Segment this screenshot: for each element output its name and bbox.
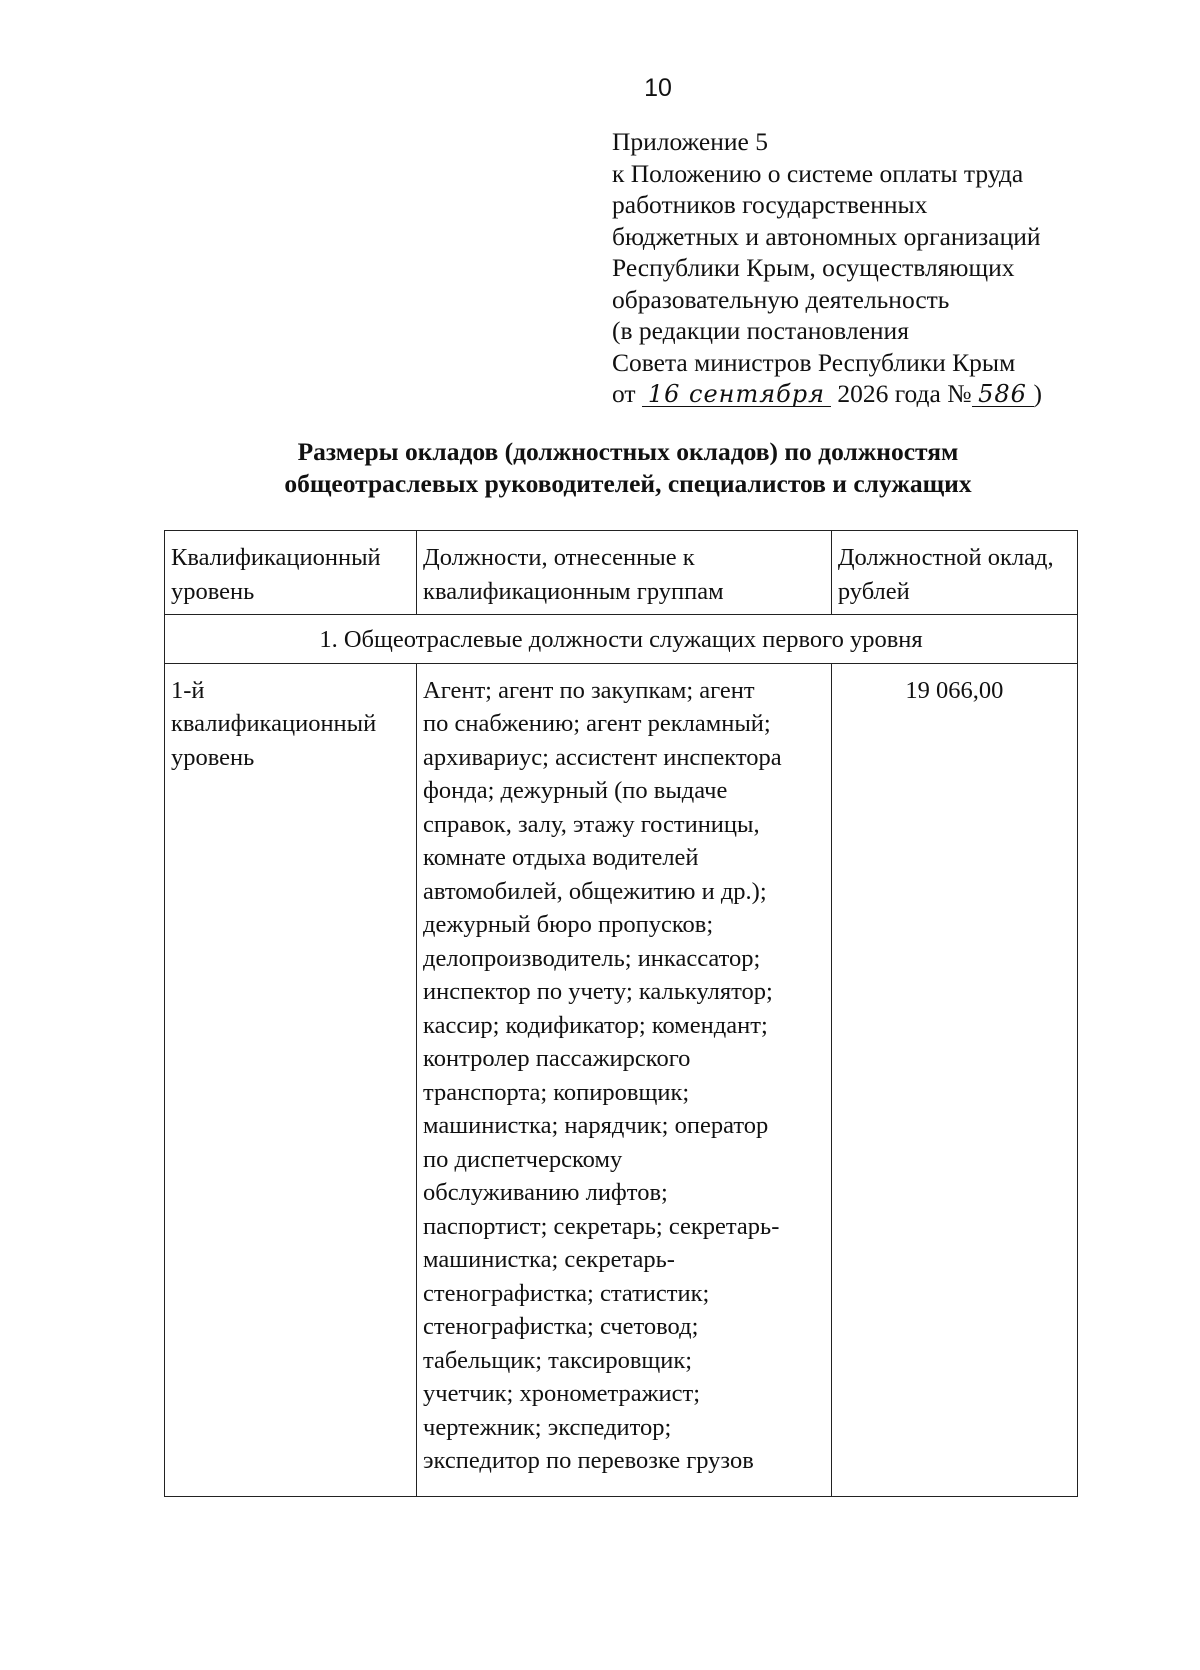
header-positions-line-1: Должности, отнесенные к	[423, 544, 695, 571]
positions-cell	[417, 663, 832, 1496]
qualification-level-cell	[165, 663, 417, 1496]
positions-line: архивариус; ассистент инспектора	[423, 743, 782, 771]
appendix-line: (в редакции постановления	[612, 316, 909, 345]
positions-line: паспортист; секретарь; секретарь-	[423, 1212, 780, 1240]
positions-line: дежурный бюро пропусков;	[423, 911, 714, 938]
appendix-line: бюджетных и автономных организаций	[612, 221, 1041, 251]
positions-line: инспектор по учету; калькулятор;	[423, 978, 773, 1005]
date-prefix: от	[612, 379, 636, 408]
appendix-line: к Положению о системе оплаты труда	[612, 158, 1024, 188]
positions-line: машинистка; секретарь-	[423, 1246, 675, 1273]
closing-parenthesis: )	[1033, 379, 1043, 408]
positions-line: кассир; кодификатор; комендант;	[423, 1011, 768, 1039]
header-positions-line-2: квалификационным группам	[423, 577, 724, 605]
group-title: 1. Общеотраслевые должности служащих первого уровня	[165, 615, 1078, 664]
header-qualification-level	[165, 531, 417, 615]
positions-line: табельщик; таксировщик;	[423, 1346, 693, 1374]
positions-line: фонда; дежурный (по выдаче	[423, 777, 728, 804]
document-title	[150, 436, 1106, 500]
appendix-line: работников государственных	[612, 190, 928, 219]
positions-line: контролер пассажирского	[423, 1045, 691, 1072]
appendix-header	[612, 126, 1172, 410]
header-level-line-1: Квалификационный	[171, 544, 381, 571]
header-salary	[831, 531, 1077, 615]
positions-line: автомобилей, общежитию и др.);	[423, 877, 767, 905]
handwritten-date: 16 сентября	[642, 382, 831, 407]
header-positions	[417, 531, 832, 615]
positions-line: Агент; агент по закупкам; агент	[423, 676, 755, 704]
header-salary-line-2: рублей	[837, 577, 910, 605]
positions-line: учетчик; хронометражист;	[423, 1380, 701, 1407]
title-line-2: общеотраслевых руководителей, специалистов и служащих	[284, 469, 972, 498]
positions-line: по диспетчерскому	[423, 1145, 623, 1173]
positions-line: транспорта; копировщик;	[423, 1078, 690, 1106]
salary-value: 19 066,00	[831, 663, 1077, 1496]
header-salary-line-1: Должностной оклад,	[837, 544, 1054, 571]
page-number: 10	[644, 74, 672, 102]
level-line-2: квалификационный	[171, 710, 377, 737]
salary-table	[164, 530, 1078, 1497]
positions-line: делопроизводитель; инкассатор;	[423, 944, 761, 972]
handwritten-resolution-number: 586	[972, 382, 1034, 407]
table-header-row	[165, 531, 1078, 615]
appendix-line: Совета министров Республики Крым	[612, 347, 1016, 377]
title-line-1: Размеры окладов (должностных окладов) по должностям	[297, 437, 959, 466]
positions-line: стенографистка; статистик;	[423, 1279, 710, 1307]
positions-line: машинистка; нарядчик; оператор	[423, 1112, 769, 1139]
header-level-line-2: уровень	[171, 577, 255, 605]
level-line-3: уровень	[171, 743, 255, 771]
positions-line: справок, залу, этажу гостиницы,	[423, 810, 760, 838]
appendix-line: Приложение 5	[612, 127, 768, 156]
positions-line: стенографистка; счетовод;	[423, 1313, 699, 1340]
level-line-1: 1-й	[171, 676, 205, 704]
positions-line: чертежник; экспедитор;	[423, 1413, 672, 1441]
table-group-row	[165, 615, 1078, 664]
positions-line: по снабжению; агент рекламный;	[423, 710, 771, 737]
positions-line: экспедитор по перевозке грузов	[423, 1447, 754, 1474]
table-row	[165, 663, 1078, 1496]
positions-line: обслуживанию лифтов;	[423, 1179, 668, 1206]
resolution-date-line	[612, 378, 1172, 410]
date-suffix: 2026 года №	[837, 379, 972, 408]
appendix-line: Республики Крым, осуществляющих	[612, 253, 1015, 282]
positions-line: комнате отдыха водителей	[423, 844, 699, 871]
appendix-line: образовательную деятельность	[612, 284, 950, 314]
